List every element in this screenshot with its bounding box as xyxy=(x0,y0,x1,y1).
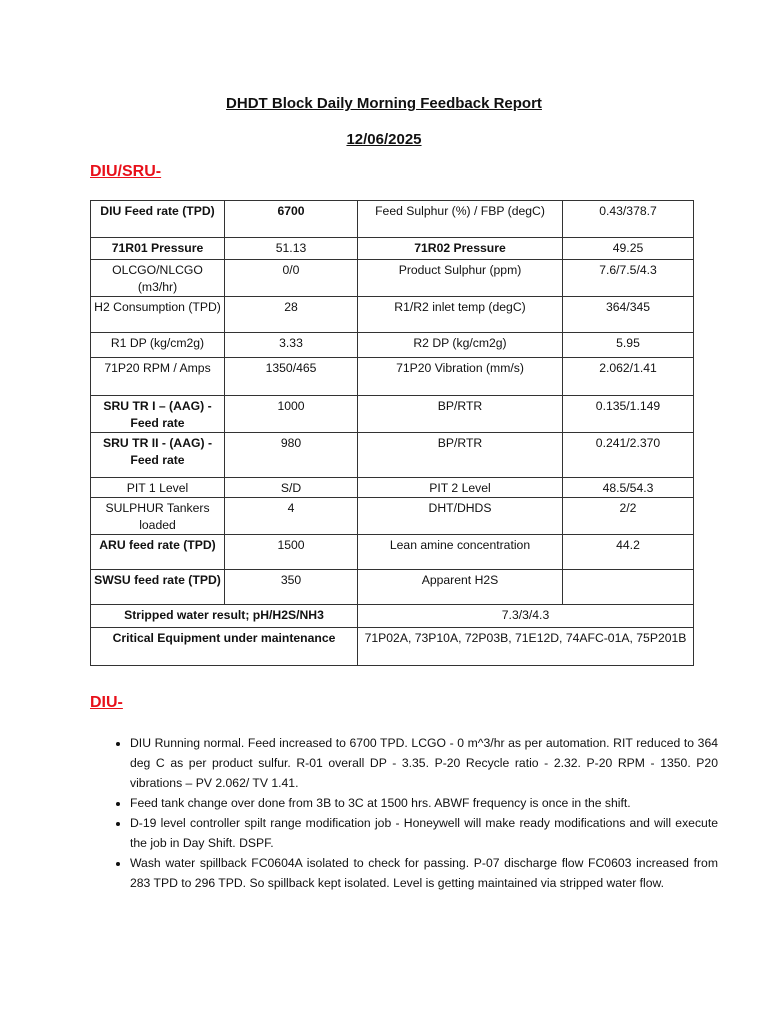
table-cell: 2.062/1.41 xyxy=(563,358,694,396)
table-cell: Feed Sulphur (%) / FBP (degC) xyxy=(358,201,563,238)
table-row xyxy=(91,498,694,535)
table-cell: DIU Feed rate (TPD) xyxy=(91,201,225,238)
table-cell: 0.241/2.370 xyxy=(563,433,694,478)
table-cell xyxy=(563,570,694,605)
list-item: • DIU Running normal. Feed increased to 6700 TPD. LCGO - 0 m^3/hr as per automation. RIT reduced to 364 deg C as per product sulfur. R-01 overall DP - 3.35. P-20 Recycle ratio - 2.32. P-20 RPM - 1350. P20 vibrations – PV 2.062/ TV 1.41. xyxy=(130,733,718,793)
table-row xyxy=(91,628,694,666)
table-cell: 6700 xyxy=(225,201,358,238)
table-row xyxy=(91,433,694,478)
table-cell: Critical Equipment under maintenance xyxy=(91,628,358,666)
table-cell: ARU feed rate (TPD) xyxy=(91,535,225,570)
table-cell: SULPHUR Tankers loaded xyxy=(91,498,225,535)
section-heading-diu-sru: DIU/SRU- xyxy=(90,163,162,180)
table-cell: Lean amine concentration xyxy=(358,535,563,570)
table-row xyxy=(91,238,694,260)
table-cell: Apparent H2S xyxy=(358,570,563,605)
table-cell: 1000 xyxy=(225,396,358,433)
table-cell: R1 DP (kg/cm2g) xyxy=(91,333,225,358)
table-cell: 980 xyxy=(225,433,358,478)
table-row xyxy=(91,570,694,605)
table-cell: 28 xyxy=(225,297,358,333)
table-cell: SRU TR II - (AAG) - Feed rate xyxy=(91,433,225,478)
notes-list xyxy=(90,733,718,893)
table-cell: R2 DP (kg/cm2g) xyxy=(358,333,563,358)
table-cell: 49.25 xyxy=(563,238,694,260)
table-cell: SWSU feed rate (TPD) xyxy=(91,570,225,605)
table-cell: 71R02 Pressure xyxy=(358,238,563,260)
table-cell: 48.5/54.3 xyxy=(563,478,694,498)
table-row xyxy=(91,605,694,628)
list-item: • Wash water spillback FC0604A isolated to check for passing. P-07 discharge flow FC0603 increased from 283 TPD to 296 TPD. So spillback kept isolated. Level is getting maintained via stripped water flow. xyxy=(130,853,718,893)
table-cell: PIT 1 Level xyxy=(91,478,225,498)
table-cell: H2 Consumption (TPD) xyxy=(91,297,225,333)
table-cell: OLCGO/NLCGO (m3/hr) xyxy=(91,260,225,297)
table-cell: 0/0 xyxy=(225,260,358,297)
table-cell: PIT 2 Level xyxy=(358,478,563,498)
table-cell: 364/345 xyxy=(563,297,694,333)
table-cell: 0.43/378.7 xyxy=(563,201,694,238)
list-item: • Feed tank change over done from 3B to 3C at 1500 hrs. ABWF frequency is once in the shift. xyxy=(130,793,718,813)
table-cell: 71P20 RPM / Amps xyxy=(91,358,225,396)
table-row xyxy=(91,333,694,358)
list-item: • D-19 level controller spilt range modification job - Honeywell will make ready modifications and will execute the job in Day Shift. DSPF. xyxy=(130,813,718,853)
table-cell: 3.33 xyxy=(225,333,358,358)
table-cell: BP/RTR xyxy=(358,433,563,478)
table-cell: 71P02A, 73P10A, 72P03B, 71E12D, 74AFC-01A, 75P201B xyxy=(358,628,694,666)
table-cell: 71P20 Vibration (mm/s) xyxy=(358,358,563,396)
table-row xyxy=(91,358,694,396)
table-row xyxy=(91,396,694,433)
table-cell: SRU TR I – (AAG) - Feed rate xyxy=(91,396,225,433)
table-cell: 350 xyxy=(225,570,358,605)
table-cell: 1350/465 xyxy=(225,358,358,396)
table-cell: 0.135/1.149 xyxy=(563,396,694,433)
table-row xyxy=(91,535,694,570)
table-cell: DHT/DHDS xyxy=(358,498,563,535)
table-cell: R1/R2 inlet temp (degC) xyxy=(358,297,563,333)
table-cell: Product Sulphur (ppm) xyxy=(358,260,563,297)
table-cell: 51.13 xyxy=(225,238,358,260)
table-cell: 5.95 xyxy=(563,333,694,358)
table-row xyxy=(91,297,694,333)
parameters-table xyxy=(90,200,694,666)
table-row xyxy=(91,201,694,238)
table-row xyxy=(91,478,694,498)
table-row xyxy=(91,260,694,297)
table-cell: S/D xyxy=(225,478,358,498)
table-cell: 71R01 Pressure xyxy=(91,238,225,260)
section-heading-diu: DIU- xyxy=(90,694,123,711)
table-cell: 1500 xyxy=(225,535,358,570)
report-date: 12/06/2025 xyxy=(346,131,422,148)
report-title: DHDT Block Daily Morning Feedback Report xyxy=(226,95,542,112)
table-cell: 7.3/3/4.3 xyxy=(358,605,694,628)
table-cell: 4 xyxy=(225,498,358,535)
table-cell: 44.2 xyxy=(563,535,694,570)
table-cell: 2/2 xyxy=(563,498,694,535)
table-cell: BP/RTR xyxy=(358,396,563,433)
table-cell: Stripped water result; pH/H2S/NH3 xyxy=(91,605,358,628)
table-cell: 7.6/7.5/4.3 xyxy=(563,260,694,297)
